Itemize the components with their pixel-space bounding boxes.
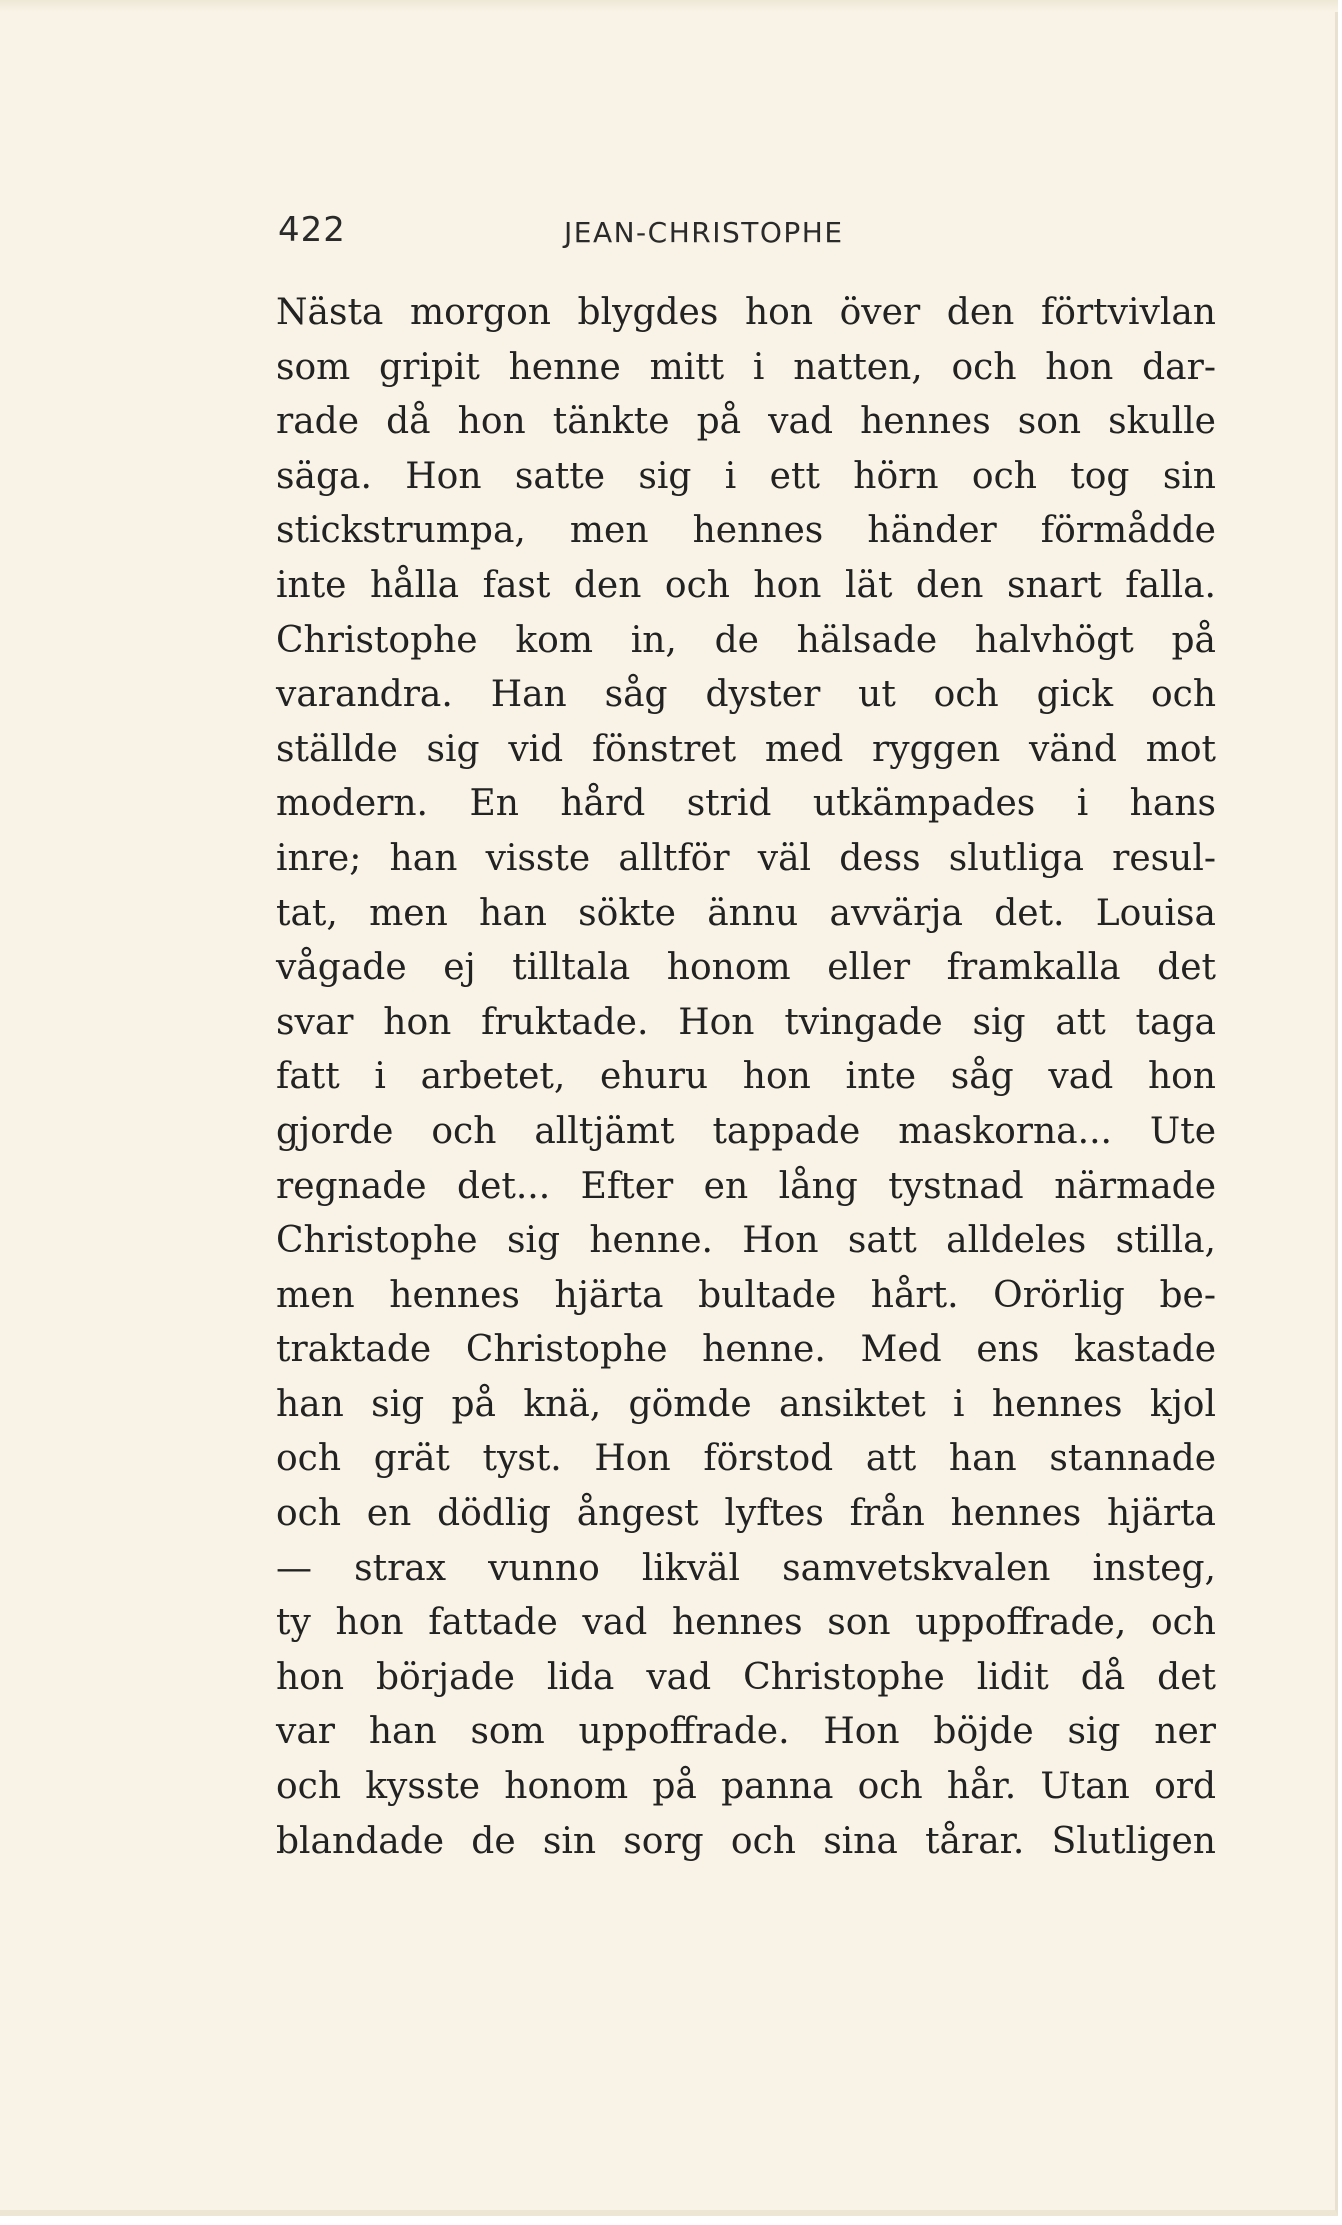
page-top-edge	[0, 0, 1338, 12]
text-line: han sig på knä, gömde ansiktet i hennes kjol	[276, 1383, 1216, 1425]
text-line: varandra. Han såg dyster ut och gick och	[276, 674, 1216, 716]
text-line: traktade Christophe henne. Med ens kastade	[276, 1329, 1216, 1371]
text-line: och kysste honom på panna och hår. Utan ord	[276, 1766, 1216, 1808]
text-line: och en dödlig ångest lyftes från hennes hjärta	[276, 1493, 1216, 1535]
text-line: hon började lida vad Christophe lidit då det	[276, 1656, 1216, 1698]
text-line: svar hon fruktade. Hon tvingade sig att taga	[276, 1001, 1216, 1043]
text-line: och grät tyst. Hon förstod att han stannade	[276, 1438, 1216, 1480]
body-text	[276, 286, 1216, 1869]
text-line: tat, men han sökte ännu avvärja det. Louisa	[276, 892, 1216, 934]
text-line: regnade det... Efter en lång tystnad närmade	[276, 1165, 1216, 1207]
text-line: modern. En hård strid utkämpades i hans	[276, 783, 1216, 825]
text-line: ställde sig vid fönstret med ryggen vänd mot	[276, 728, 1216, 770]
text-line: inre; han visste alltför väl dess slutliga resul-	[276, 837, 1216, 879]
page-number: 422	[278, 210, 346, 250]
text-line: Christophe sig henne. Hon satt alldeles stilla,	[276, 1220, 1216, 1262]
text-line: Christophe kom in, de hälsade halvhögt på	[276, 619, 1216, 661]
text-line: men hennes hjärta bultade hårt. Orörlig be-	[276, 1274, 1216, 1316]
running-title: JEAN-CHRISTOPHE	[564, 216, 844, 249]
page-header	[278, 210, 1218, 270]
text-line: — strax vunno likväl samvetskvalen insteg,	[276, 1547, 1216, 1589]
text-line: som gripit henne mitt i natten, och hon dar-	[276, 346, 1216, 388]
text-line: gjorde och alltjämt tappade maskorna... Ute	[276, 1110, 1216, 1152]
text-line: stickstrumpa, men hennes händer förmådde	[276, 510, 1216, 552]
text-line: inte hålla fast den och hon lät den snart falla.	[276, 564, 1216, 606]
text-line: säga. Hon satte sig i ett hörn och tog sin	[276, 455, 1216, 497]
text-line: ty hon fattade vad hennes son uppoffrade, och	[276, 1602, 1216, 1644]
text-line: Nästa morgon blygdes hon över den förtvivlan	[276, 292, 1216, 333]
text-line: fatt i arbetet, ehuru hon inte såg vad hon	[276, 1056, 1216, 1098]
text-line: blandade de sin sorg och sina tårar. Slutligen	[276, 1820, 1216, 1862]
text-line: rade då hon tänkte på vad hennes son skulle	[276, 401, 1216, 443]
text-line: vågade ej tilltala honom eller framkalla det	[276, 947, 1216, 989]
text-line: var han som uppoffrade. Hon böjde sig ner	[276, 1711, 1216, 1753]
